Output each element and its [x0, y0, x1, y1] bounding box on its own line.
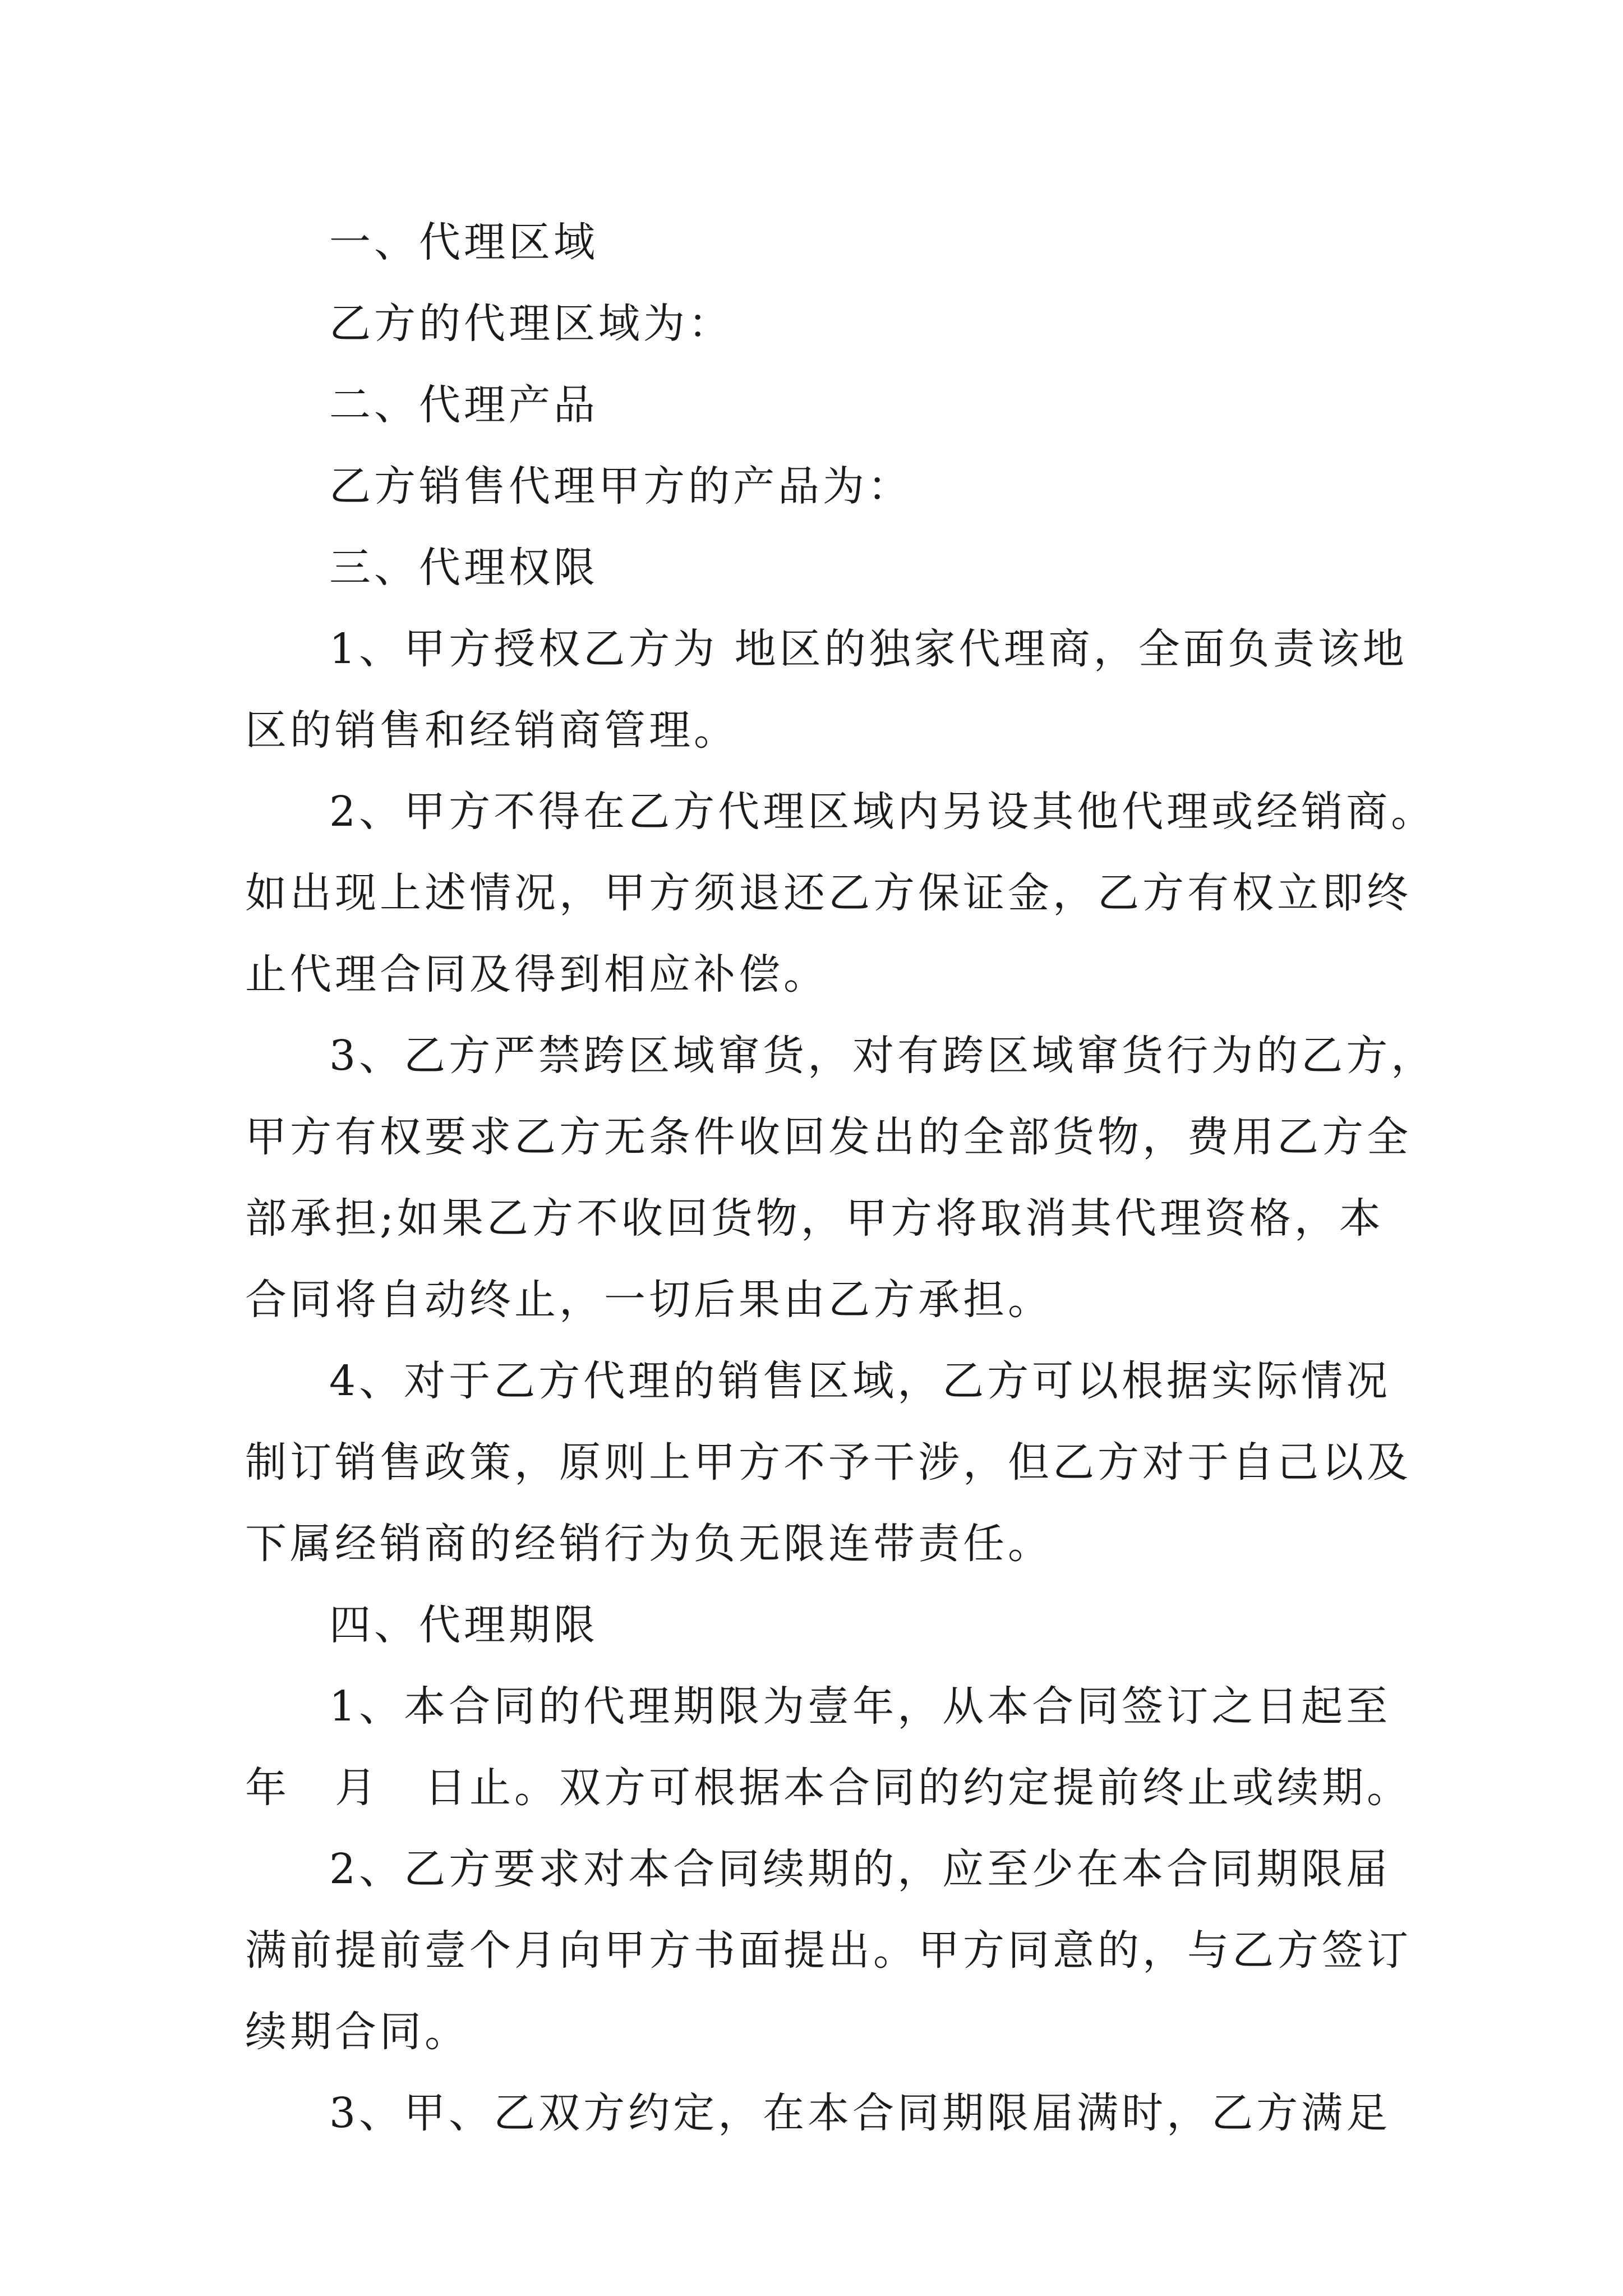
paragraph-line: 如出现上述情况，甲方须退还乙方保证金，乙方有权立即终 [245, 869, 1412, 917]
paragraph-line: 3、乙方严禁跨区域窜货，对有跨区域窜货行为的乙方， [329, 1032, 1436, 1080]
paragraph-line: 1、本合同的代理期限为壹年，从本合同签订之日起至 [329, 1682, 1391, 1731]
section-heading-agency-products: 二、代理产品 [329, 381, 598, 429]
paragraph-line: 区的销售和经销商管理。 [245, 706, 739, 754]
paragraph-line: 乙方销售代理甲方的产品为： [329, 462, 912, 510]
section-heading-agency-authority: 三、代理权限 [329, 544, 598, 592]
paragraph-line: 甲方有权要求乙方无条件收回发出的全部货物，费用乙方全 [245, 1113, 1412, 1161]
paragraph-line: 3、甲、乙双方约定，在本合同期限届满时，乙方满足 [329, 2089, 1391, 2137]
paragraph-line: 4、对于乙方代理的销售区域，乙方可以根据实际情况 [329, 1357, 1391, 1405]
paragraph-line: 2、甲方不得在乙方代理区域内另设其他代理或经销商。 [329, 788, 1436, 836]
paragraph-line: 1、甲方授权乙方为 地区的独家代理商，全面负责该地 [329, 625, 1408, 673]
paragraph-line: 2、乙方要求对本合同续期的，应至少在本合同期限届 [329, 1845, 1391, 1893]
paragraph-line: 年 月 日止。双方可根据本合同的约定提前终止或续期。 [245, 1764, 1412, 1812]
section-heading-agency-term: 四、代理期限 [329, 1601, 598, 1649]
document-body [245, 202, 1436, 2154]
paragraph-line: 乙方的代理区域为： [329, 300, 733, 348]
paragraph-line: 合同将自动终止，一切后果由乙方承担。 [245, 1276, 1053, 1324]
paragraph-line: 部承担;如果乙方不收回货物，甲方将取消其代理资格，本 [245, 1194, 1384, 1243]
section-heading-agency-region: 一、代理区域 [329, 218, 598, 266]
paragraph-line: 制订销售政策，原则上甲方不予干涉，但乙方对于自己以及 [245, 1438, 1412, 1487]
paragraph-line: 止代理合同及得到相应补偿。 [245, 950, 828, 999]
paragraph-line: 续期合同。 [245, 2008, 469, 2056]
paragraph-line: 满前提前壹个月向甲方书面提出。甲方同意的，与乙方签订 [245, 1926, 1412, 1975]
paragraph-line: 下属经销商的经销行为负无限连带责任。 [245, 1520, 1053, 1568]
